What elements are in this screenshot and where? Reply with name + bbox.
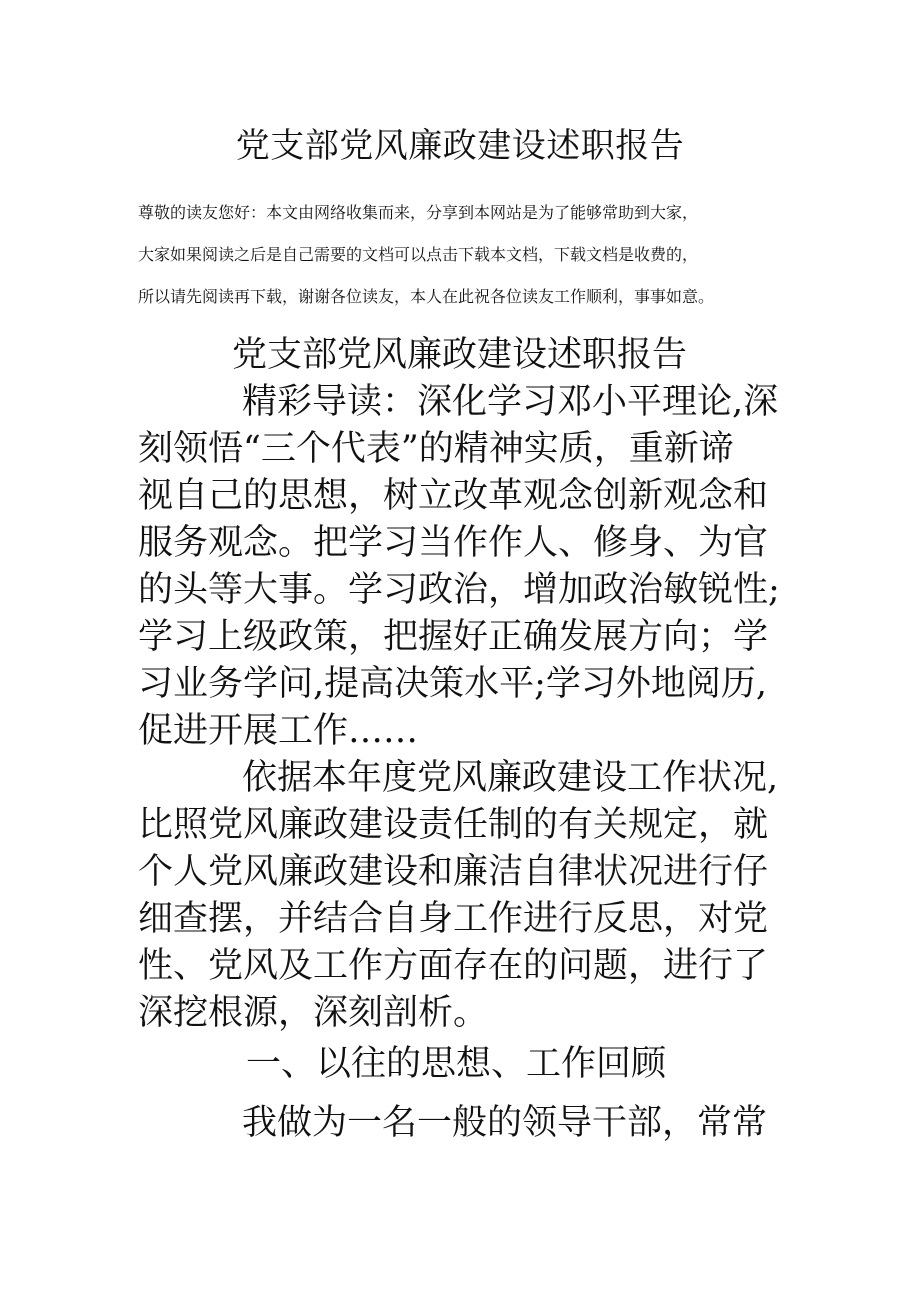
document-body [138, 332, 798, 1147]
body-title: 党支部党风廉政建设述职报告 [232, 335, 688, 375]
paragraph-line: 比照党风廉政建设责任制的有关规定，就 [138, 805, 769, 845]
paragraph-line: 深挖根源，深刻剖析。 [138, 993, 489, 1033]
notice-line: 所以请先阅读再下载，谢谢各位读友，本人在此祝各位读友工作顺利，事事如意。 [138, 287, 715, 306]
intro-line: 服务观念。把学习当作作人、修身、为官 [138, 523, 769, 563]
intro-line: 学习上级政策，把握好正确发展方向；学 [138, 617, 769, 657]
reader-notice [138, 192, 838, 318]
paragraph-line: 个人党风廉政建设和廉洁自律状况进行仔 [138, 852, 769, 892]
intro-line: 刻领悟“三个代表”的精神实质，重新谛 [138, 429, 734, 469]
document-title: 党支部党风廉政建设述职报告 [235, 126, 685, 166]
intro-line: 精彩导读：深化学习邓小平理论,深 [242, 382, 779, 422]
paragraph-line: 依据本年度党风廉政建设工作状况, [242, 758, 779, 798]
intro-line: 促进开展工作…… [138, 711, 419, 751]
notice-line: 尊敬的读友您好：本文由网络收集而来，分享到本网站是为了能够常助到大家， [138, 203, 699, 222]
paragraph-line: 细查摆，并结合自身工作进行反思，对党 [138, 899, 769, 939]
paragraph-line: 我做为一名一般的领导干部，常常 [242, 1103, 768, 1143]
paragraph-line: 性、党风及工作方面存在的问题，进行了 [138, 946, 769, 986]
section-heading: 一、以往的思想、工作回顾 [246, 1044, 667, 1084]
intro-line: 视自己的思想，树立改革观念创新观念和 [138, 476, 769, 516]
notice-line: 大家如果阅读之后是自己需要的文档可以点击下载本文档，下载文档是收费的， [138, 245, 699, 264]
intro-line: 的头等大事。学习政治，增加政治敏锐性; [138, 570, 780, 610]
intro-line: 习业务学问,提高决策水平;学习外地阅历, [138, 664, 768, 704]
